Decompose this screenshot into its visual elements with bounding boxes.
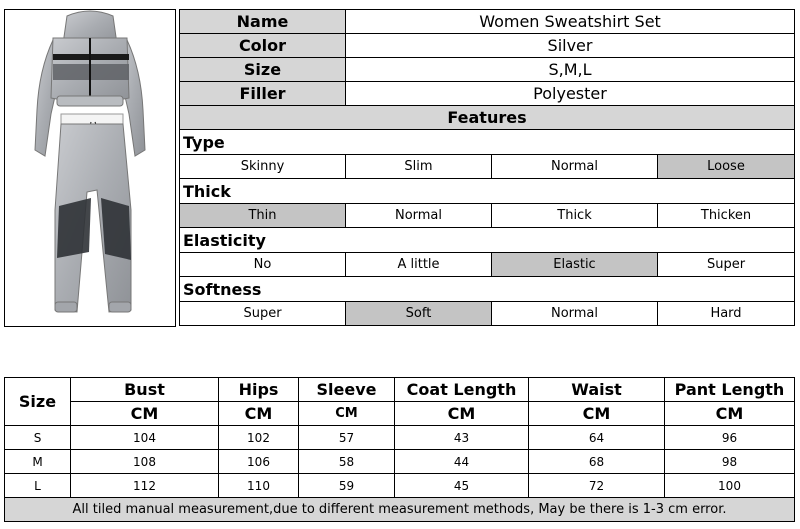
product-spec-table: [179, 9, 795, 326]
unit-label: CM: [665, 402, 795, 426]
feature-options-elasticity: [180, 253, 795, 277]
table-cell: 45: [395, 474, 529, 498]
feature-title-softness: Softness: [180, 277, 795, 302]
table-cell: 68: [529, 450, 665, 474]
spec-value: S,M,L: [346, 58, 795, 82]
unit-label: CM: [71, 402, 219, 426]
feature-heading-row: [180, 277, 795, 302]
table-cell: 57: [299, 426, 395, 450]
size-label: S: [5, 426, 71, 450]
spec-row-filler: [180, 82, 795, 106]
spec-row-name: [180, 10, 795, 34]
feature-option: Super: [180, 302, 346, 326]
feature-heading-row: [180, 130, 795, 155]
table-cell: 72: [529, 474, 665, 498]
feature-options-type: [180, 155, 795, 179]
product-photo: [4, 9, 176, 327]
features-title: Features: [180, 106, 795, 130]
spec-row-color: [180, 34, 795, 58]
feature-option: Normal: [346, 204, 492, 228]
feature-title-elasticity: Elasticity: [180, 228, 795, 253]
measurement-note: All tiled manual measurement,due to different measurement methods, May be there is 1-3 cm error.: [5, 498, 795, 522]
measurement-note-row: [5, 498, 795, 522]
table-cell: 108: [71, 450, 219, 474]
table-cell: 64: [529, 426, 665, 450]
tracksuit-illustration: [5, 10, 175, 326]
size-label: L: [5, 474, 71, 498]
column-header: Waist: [529, 378, 665, 402]
unit-label: CM: [529, 402, 665, 426]
spec-value: Women Sweatshirt Set: [346, 10, 795, 34]
feature-heading-row: [180, 228, 795, 253]
feature-option: Normal: [492, 155, 658, 179]
feature-option: Hard: [658, 302, 795, 326]
feature-option: No: [180, 253, 346, 277]
feature-option: Thick: [492, 204, 658, 228]
feature-title-thick: Thick: [180, 179, 795, 204]
spec-key: Color: [180, 34, 346, 58]
size-label: M: [5, 450, 71, 474]
unit-label: CM: [299, 402, 395, 426]
column-header: Pant Length: [665, 378, 795, 402]
table-row: [5, 426, 795, 450]
table-cell: 59: [299, 474, 395, 498]
feature-option: Skinny: [180, 155, 346, 179]
unit-label: CM: [219, 402, 299, 426]
column-header: Coat Length: [395, 378, 529, 402]
feature-option: Slim: [346, 155, 492, 179]
column-header: Hips: [219, 378, 299, 402]
spec-value: Polyester: [346, 82, 795, 106]
table-row: [5, 474, 795, 498]
size-chart-units: [5, 402, 795, 426]
column-header: Bust: [71, 378, 219, 402]
table-cell: 96: [665, 426, 795, 450]
feature-option: Soft: [346, 302, 492, 326]
table-cell: 112: [71, 474, 219, 498]
features-header-row: [180, 106, 795, 130]
feature-heading-row: [180, 179, 795, 204]
feature-option: Normal: [492, 302, 658, 326]
table-cell: 43: [395, 426, 529, 450]
feature-options-softness: [180, 302, 795, 326]
spec-key: Name: [180, 10, 346, 34]
feature-options-thick: [180, 204, 795, 228]
feature-title-type: Type: [180, 130, 795, 155]
spec-value: Silver: [346, 34, 795, 58]
table-cell: 102: [219, 426, 299, 450]
table-cell: 44: [395, 450, 529, 474]
feature-option: Elastic: [492, 253, 658, 277]
table-cell: 100: [665, 474, 795, 498]
table-cell: 58: [299, 450, 395, 474]
table-row: [5, 450, 795, 474]
spec-row-size: [180, 58, 795, 82]
spec-key: Filler: [180, 82, 346, 106]
feature-option: A little: [346, 253, 492, 277]
feature-option: Thin: [180, 204, 346, 228]
unit-label: CM: [395, 402, 529, 426]
size-column-header: Size: [5, 378, 71, 426]
column-header: Sleeve: [299, 378, 395, 402]
feature-option: Loose: [658, 155, 795, 179]
feature-option: Super: [658, 253, 795, 277]
size-chart-table: [4, 377, 795, 522]
table-cell: 104: [71, 426, 219, 450]
size-chart-header: [5, 378, 795, 402]
feature-option: Thicken: [658, 204, 795, 228]
table-cell: 106: [219, 450, 299, 474]
table-cell: 98: [665, 450, 795, 474]
spec-key: Size: [180, 58, 346, 82]
table-cell: 110: [219, 474, 299, 498]
